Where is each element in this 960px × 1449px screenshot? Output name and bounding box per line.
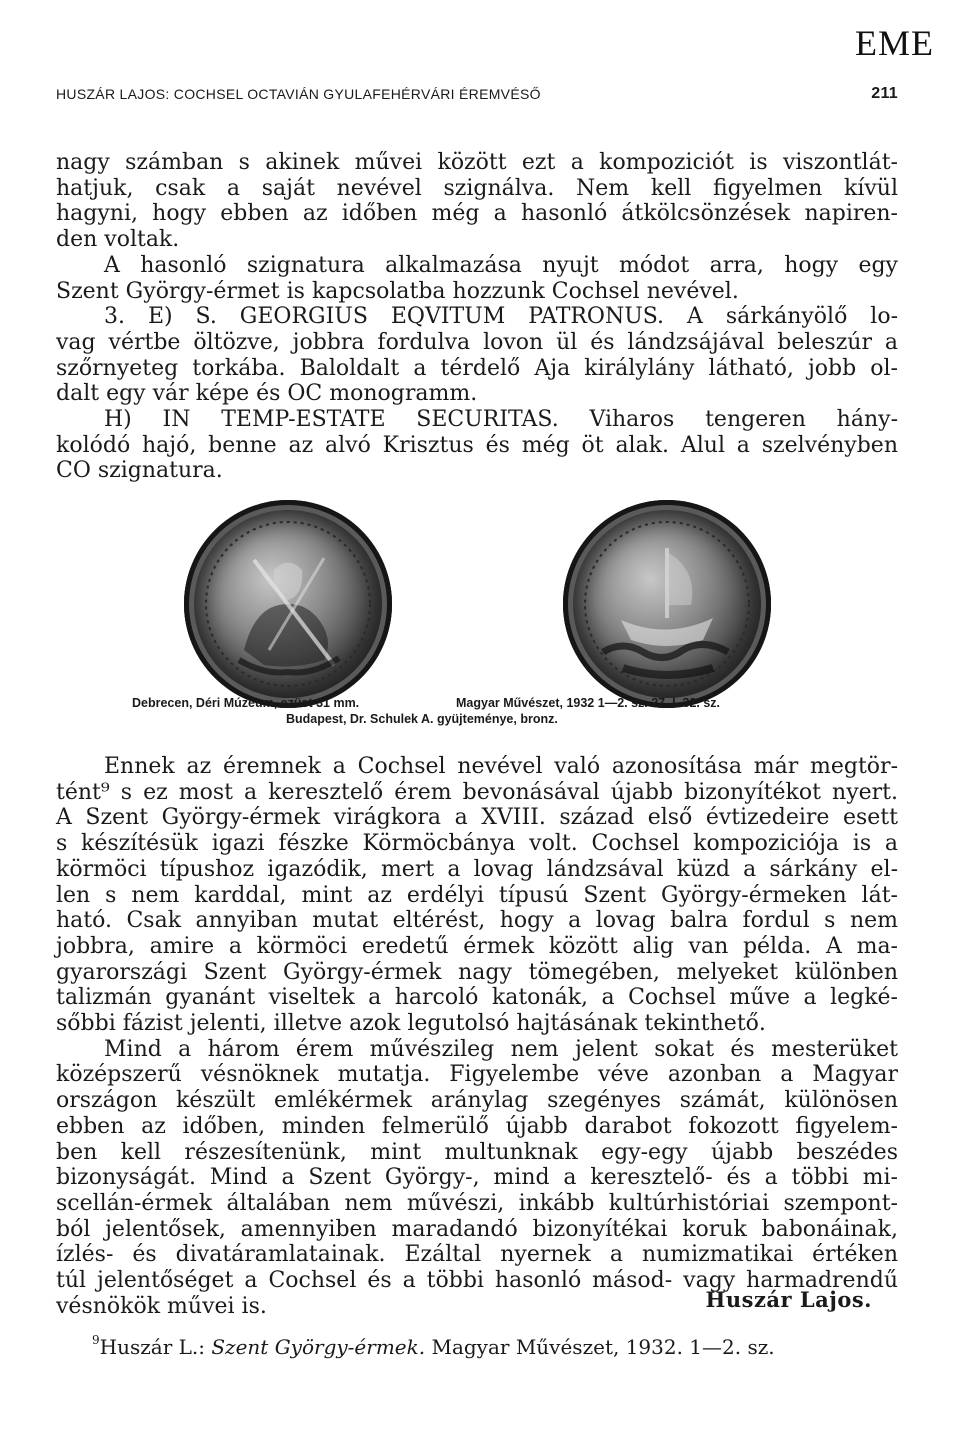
body-text-top bbox=[56, 150, 898, 484]
footnote-source: Magyar Művészet, 1932. 1—2. sz. bbox=[431, 1335, 775, 1359]
footnote-author: Huszár L.: bbox=[99, 1335, 205, 1359]
running-head-title: HUSZÁR LAJOS: COCHSEL OCTAVIÁN GYULAFEHÉRVÁRI ÉREMVÉSŐ bbox=[56, 86, 541, 102]
text-line: ben kell részesítenünk, mint multunknak egy-egy újabb beszédes bbox=[56, 1139, 898, 1165]
ship-relief-icon bbox=[563, 500, 771, 708]
text-line: len s nem karddal, mint az erdélyi típusú Szent György-érmeken lát- bbox=[56, 882, 898, 908]
text-line: s készítésük igazi fészke Körmöcbánya volt. Cochsel kompoziciója is a bbox=[56, 831, 898, 857]
text-line: CO szignatura. bbox=[56, 458, 223, 484]
figure-caption-left: Debrecen, Déri Múzeum, ezüst 31 mm. bbox=[132, 696, 360, 710]
text-line: ízlés- és divatáramlatainak. Ezáltal nyernek a numizmatikai értéken bbox=[56, 1242, 898, 1268]
text-line: Szent György-érmet is kapcsolatba hozzunk Cochsel nevével. bbox=[56, 278, 739, 304]
page-number: 211 bbox=[871, 85, 898, 102]
footnote-title: Szent György-érmek. bbox=[211, 1335, 426, 1359]
medal-obverse-image bbox=[184, 500, 392, 708]
text-line: ból jelentősek, amennyiben maradandó bizonyítékai koruk babonáinak, bbox=[56, 1216, 898, 1242]
text-line: középszerű vésnöknek mutatja. Figyelembe véve azonban a Magyar bbox=[56, 1062, 898, 1088]
footnote bbox=[92, 1335, 775, 1359]
footnote-marker: 9 bbox=[92, 1333, 100, 1348]
text-line: scellán-érmek általában nem művészi, inkább kultúrhistóriai szempont- bbox=[56, 1190, 898, 1216]
figure-caption-right: Magyar Művészet, 1932 1—2. sz. 27. l. 32. sz. bbox=[456, 696, 721, 710]
text-line: A Szent György-érmek virágkora a XVIII. század első évtizedeire esett bbox=[56, 805, 898, 831]
text-line: körmöci típushoz igazódik, mert a lovag lándzsával küzd a sárkány el- bbox=[56, 856, 898, 882]
text-line: nagy számban s akinek művei között ezt a kompoziciót is viszontlát- bbox=[56, 150, 898, 175]
author-signature: Huszár Lajos. bbox=[705, 1287, 872, 1312]
text-line: hagyni, hogy ebben az időben még a hasonló átkölcsönzések napiren- bbox=[56, 201, 898, 227]
text-line: ható. Csak annyiban mutat eltérést, hogy a lovag balra fordul s nem bbox=[56, 908, 898, 934]
st-george-relief-icon bbox=[184, 500, 392, 708]
text-line: ebben az időben, minden felmerülő újabb darabot fokozott figyelem- bbox=[56, 1113, 898, 1139]
text-line: tént⁹ s ez most a keresztelő érem bevonásával újabb bizonyítékot nyert. bbox=[56, 779, 898, 805]
text-line: Mind a három érem művészileg nem jelent sokat és mesterüket bbox=[104, 1036, 898, 1062]
body-text-bottom bbox=[56, 754, 898, 1319]
text-line: Ennek az éremnek a Cochsel nevével való azonosítása már megtör- bbox=[104, 754, 898, 779]
text-line: talizmán gyanánt viseltek a harcoló katonák, a Cochsel műve a legké- bbox=[56, 985, 898, 1011]
text-line: den voltak. bbox=[56, 227, 180, 253]
text-line: A hasonló szignatura alkalmazása nyujt módot arra, hogy egy bbox=[104, 252, 898, 278]
text-line: bizonyságát. Mind a Szent György-, mind a keresztelő- és a többi mi- bbox=[56, 1165, 898, 1191]
text-line: gyarországi Szent György-érmek nagy tömegében, melyeket különben bbox=[56, 959, 898, 985]
text-line: országon készült emlékérmek aránylag szegényes számát, különösen bbox=[56, 1088, 898, 1114]
text-line: 3. E) S. GEORGIUS EQVITUM PATRONUS. A sárkányölő lo- bbox=[104, 304, 898, 330]
text-line: dalt egy vár képe és OC monogramm. bbox=[56, 381, 478, 407]
medal-reverse-image bbox=[563, 500, 771, 708]
text-line: kolódó hajó, benne az alvó Krisztus és még öt alak. Alul a szelvényben bbox=[56, 432, 898, 458]
text-line: jobbra, amire a körmöci eredetű érmek között alig van példa. A ma- bbox=[56, 933, 898, 959]
text-line: H) IN TEMP-ESTATE SECURITAS. Viharos tengeren hány- bbox=[104, 407, 898, 433]
text-line: vag vértbe öltözve, jobbra fordulva lovon ül és lándzsájával beleszúr a bbox=[56, 329, 898, 355]
publisher-logo: EME bbox=[855, 23, 934, 63]
text-line: túl jelentőséget a Cochsel és a többi hasonló másod- vagy harmadrendű bbox=[56, 1268, 898, 1294]
text-line: hatjuk, csak a saját nevével szignálva. Nem kell figyelmen kívül bbox=[56, 175, 898, 201]
figure-caption-bottom: Budapest, Dr. Schulek A. gyüjteménye, bronz. bbox=[286, 712, 558, 726]
text-line: szőrnyeteg torkába. Baloldalt a térdelő Aja királylány látható, jobb ol- bbox=[56, 355, 898, 381]
text-line: sőbbi fázist jelenti, illetve azok legutolsó hajtásának tekinthető. bbox=[56, 1011, 766, 1037]
text-line: vésnökök művei is. bbox=[56, 1293, 267, 1319]
